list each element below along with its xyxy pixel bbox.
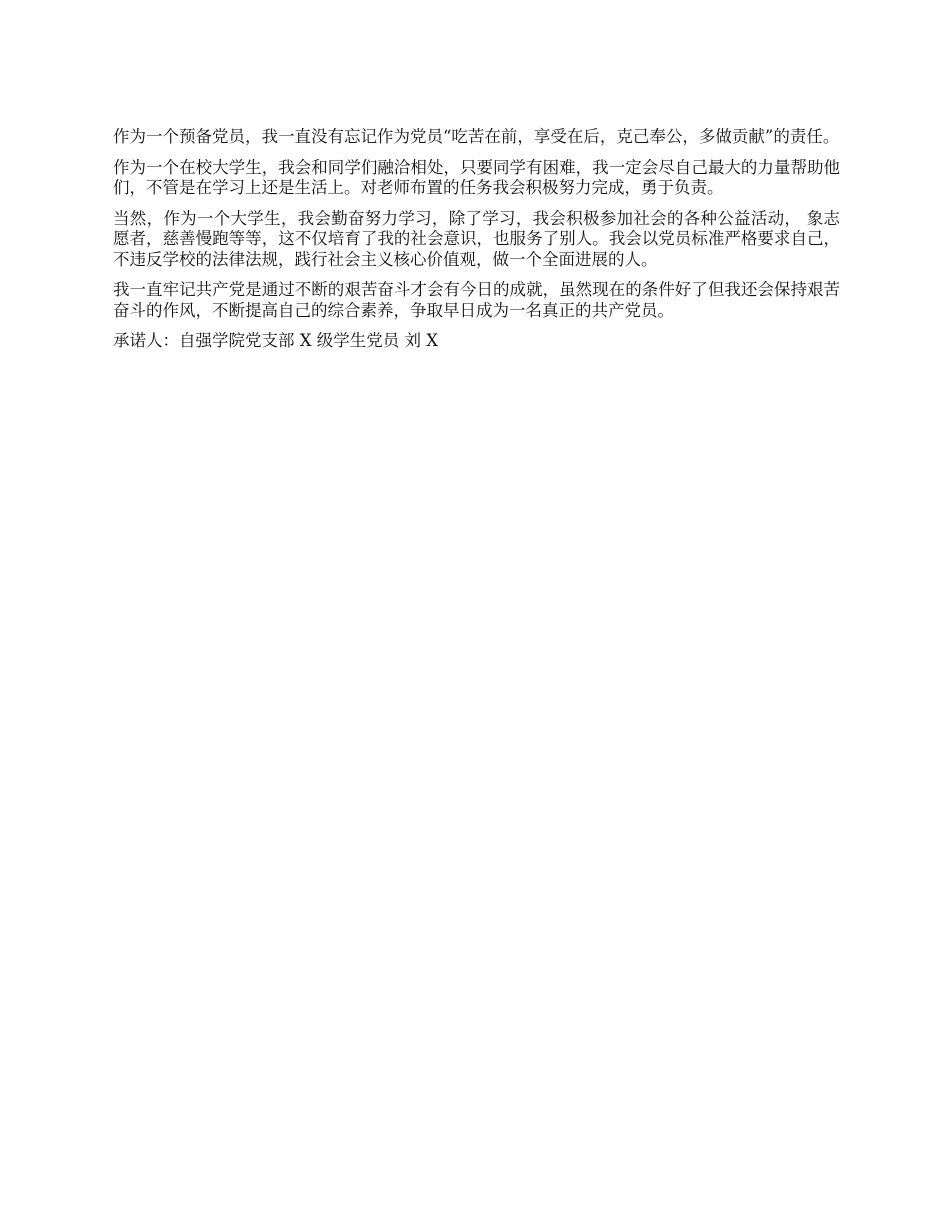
signature-line: 承诺人：自强学院党支部 X 级学生党员 刘 X <box>113 331 438 350</box>
paragraph-party-duty: 作为一个预备党员，我一直没有忘记作为党员“吃苦在前，享受在后，克己奉公，多做贡献”的责任。 <box>113 127 840 146</box>
paragraph-hard-work: 我一直牢记共产党是通过不断的艰苦奋斗才会有今日的成就，虽然现在的条件好了但我还会保持艰苦奋斗的作风，不断提高自己的综合素养，争取早日成为一名真正的共产党员。 <box>113 280 840 320</box>
document-body <box>113 127 840 362</box>
paragraph-student-conduct: 作为一个在校大学生，我会和同学们融洽相处，只要同学有困难，我一定会尽自己最大的力量帮助他们，不管是在学习上还是生活上。对老师布置的任务我会积极努力完成，勇于负责。 <box>113 157 840 197</box>
paragraph-study-and-service: 当然，作为一个大学生，我会勤奋努力学习，除了学习，我会积极参加社会的各种公益活动， 象志愿者，慈善慢跑等等，这不仅培育了我的社会意识，也服务了别人。我会以党员标准严格要求自己，不违反学校的法律法规，践行社会主义核心价值观，做一个全面进展的人。 <box>113 208 840 269</box>
